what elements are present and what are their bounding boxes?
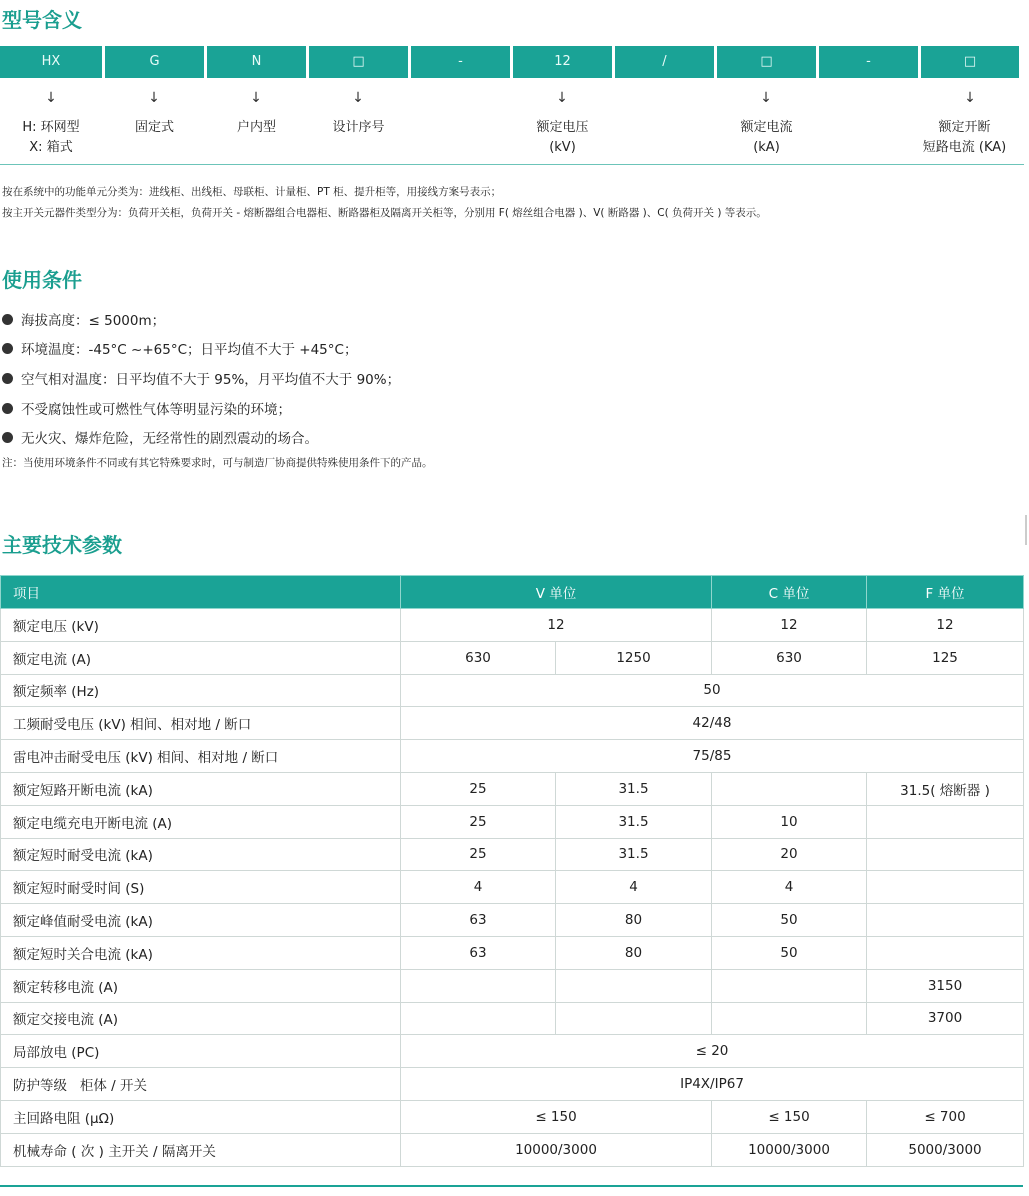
code-cell: G	[105, 46, 204, 78]
table-row: 防护等级 柜体 / 开关 IP4X/IP67	[1, 1068, 1024, 1101]
params-title: 主要技术参数	[2, 533, 122, 557]
table-header-row	[1, 576, 1024, 609]
header-f-unit: F 单位	[867, 576, 1024, 609]
model-desc-breaking-current: 额定开断 短路电流 (KA)	[922, 120, 1007, 155]
condition-item: 空气相对温度：日平均值不大于 95%，月平均值不大于 90%；	[2, 368, 400, 388]
condition-item: 无火灾、爆炸危险，无经常性的剧烈震动的场合。	[2, 427, 318, 447]
classification-note-2: 按主开关元器件类型分为：负荷开关柜，负荷开关 - 熔断器组合电器柜、断路器柜及隔离开关柜等，分别用 F( 熔丝组合电器 )、V( 断路器 )、C( 负荷开关 ) 等表示。	[2, 207, 767, 219]
scrollbar[interactable]	[1025, 515, 1027, 545]
condition-item: 海拔高度：≤ 5000m；	[2, 309, 165, 329]
classification-note-1: 按在系统中的功能单元分类为：进线柜、出线柜、母联柜、计量柜、PT 柜、提升柜等，用接线方案号表示；	[2, 186, 502, 198]
header-v-unit: V 单位	[401, 576, 712, 609]
code-cell: □	[921, 46, 1019, 78]
model-desc-design-no: 设计序号	[332, 120, 385, 135]
bullet-icon	[2, 403, 13, 414]
table-row: 额定频率 (Hz) 50	[1, 674, 1024, 707]
condition-item: 环境温度：-45°C ~+65°C；日平均值不大于 +45°C；	[2, 338, 357, 358]
code-cell: □	[717, 46, 816, 78]
bullet-icon	[2, 373, 13, 384]
code-cell: /	[615, 46, 714, 78]
code-cell: -	[819, 46, 918, 78]
table-row: 额定短时耐受电流 (kA) 25 31.5 20	[1, 838, 1024, 871]
table-row: 额定电缆充电开断电流 (A) 25 31.5 10	[1, 805, 1024, 838]
model-code-strip	[0, 46, 1029, 78]
table-row: 局部放电 (PC) ≤ 20	[1, 1035, 1024, 1068]
table-row: 额定短路开断电流 (kA) 25 31.5 31.5( 熔断器 )	[1, 772, 1024, 805]
divider	[0, 164, 1024, 165]
code-cell: N	[207, 46, 306, 78]
table-row: 额定电压 (kV) 12 12 12	[1, 609, 1024, 642]
model-desc-current: 额定电流 (kA)	[740, 120, 793, 155]
model-desc-voltage: 额定电压 (kV)	[536, 120, 589, 155]
table-row: 主回路电阻 (μΩ) ≤ 150 ≤ 150 ≤ 700	[1, 1100, 1024, 1133]
code-cell: -	[411, 46, 510, 78]
down-arrow-icon: ↓	[148, 90, 160, 106]
table-row: 额定转移电流 (A) 3150	[1, 969, 1024, 1002]
params-table	[0, 575, 1024, 1167]
code-cell: 12	[513, 46, 612, 78]
model-desc-type: H: 环网型 X: 箱式	[22, 120, 80, 155]
model-title: 型号含义	[2, 8, 82, 32]
down-arrow-icon: ↓	[250, 90, 262, 106]
table-row: 额定短时关合电流 (kA) 63 80 50	[1, 936, 1024, 969]
table-row: 雷电冲击耐受电压 (kV) 相间、相对地 / 断口 75/85	[1, 740, 1024, 773]
down-arrow-icon: ↓	[760, 90, 772, 106]
table-bottom-rule	[0, 1185, 1023, 1187]
down-arrow-icon: ↓	[964, 90, 976, 106]
code-cell: HX	[0, 46, 102, 78]
model-desc-indoor: 户内型	[236, 120, 276, 135]
table-row: 额定短时耐受时间 (S) 4 4 4	[1, 871, 1024, 904]
model-desc-fixed: 固定式	[134, 120, 174, 135]
down-arrow-icon: ↓	[45, 90, 57, 106]
condition-item: 不受腐蚀性或可燃性气体等明显污染的环境；	[2, 398, 291, 418]
table-row: 机械寿命 ( 次 ) 主开关 / 隔离开关 10000/3000 10000/3000 5000/3000	[1, 1133, 1024, 1166]
table-row: 工频耐受电压 (kV) 相间、相对地 / 断口 42/48	[1, 707, 1024, 740]
down-arrow-icon: ↓	[352, 90, 364, 106]
bullet-icon	[2, 314, 13, 325]
table-row: 额定电流 (A) 630 1250 630 125	[1, 641, 1024, 674]
down-arrow-icon: ↓	[556, 90, 568, 106]
bullet-icon	[2, 343, 13, 354]
conditions-note: 注：当使用环境条件不同或有其它特殊要求时，可与制造厂协商提供特殊使用条件下的产品。	[2, 457, 433, 469]
header-item: 项目	[1, 576, 401, 609]
bullet-icon	[2, 432, 13, 443]
table-row: 额定峰值耐受电流 (kA) 63 80 50	[1, 904, 1024, 937]
table-row: 额定交接电流 (A) 3700	[1, 1002, 1024, 1035]
header-c-unit: C 单位	[712, 576, 867, 609]
code-cell: □	[309, 46, 408, 78]
conditions-title: 使用条件	[2, 268, 82, 292]
